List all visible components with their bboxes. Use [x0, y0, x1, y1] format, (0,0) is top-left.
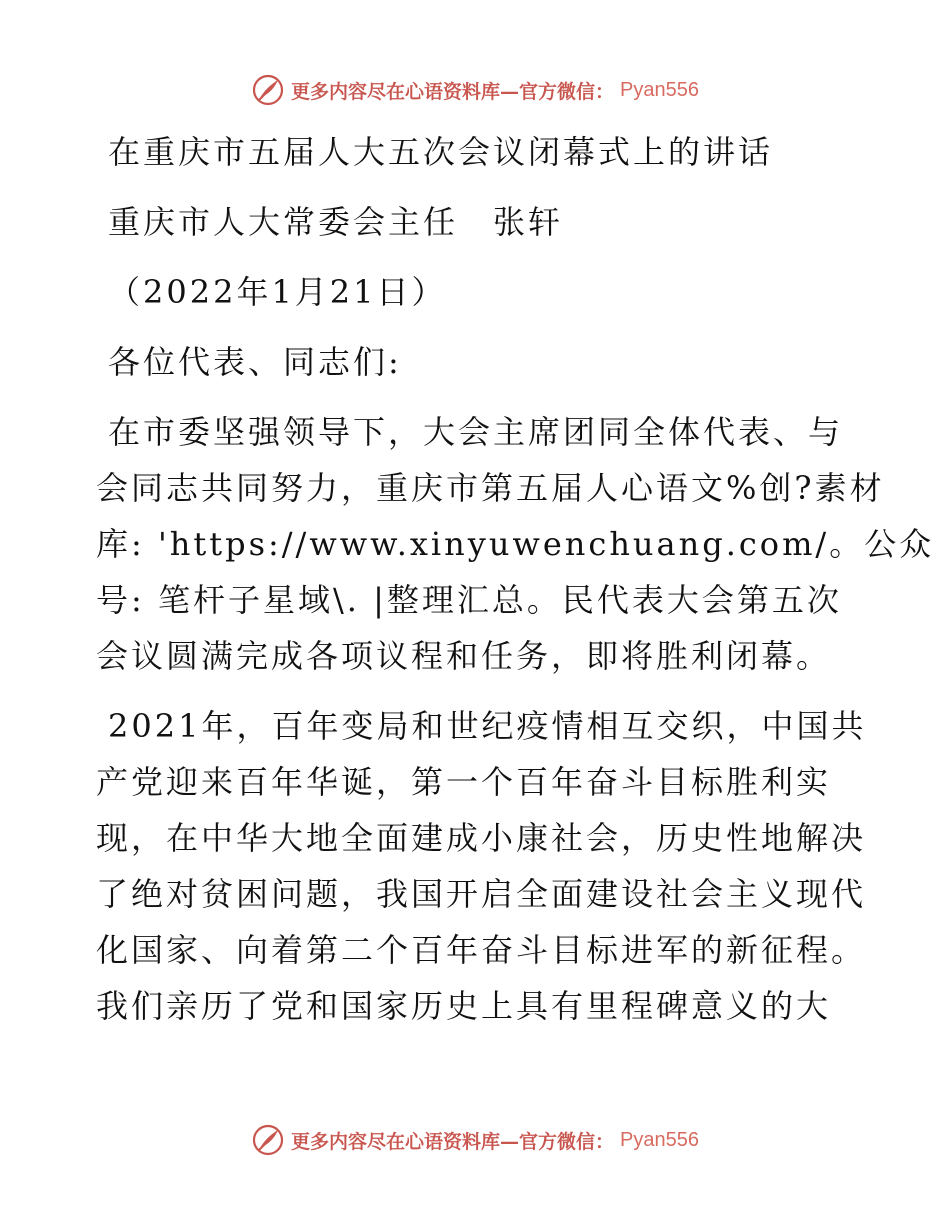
watermark-wechat-id: Pyan556 — [620, 1128, 699, 1151]
watermark-site-text: 更多内容尽在心语资料库—官方微信： — [291, 1130, 615, 1153]
paragraph-line: 会同志共同努力，重庆市第五届人心语文%创?素材 — [96, 469, 885, 507]
paragraph-line: 产党迎来百年华诞，第一个百年奋斗目标胜利实 — [96, 763, 832, 801]
paragraph-line: 在市委坚强领导下，大会主席团同全体代表、与 — [108, 413, 844, 451]
salutation: 各位代表、同志们: — [108, 343, 402, 381]
paragraph-line: 2021年，百年变局和世纪疫情相互交织，中国共 — [108, 707, 867, 745]
watermark-banner-bottom — [0, 1120, 950, 1160]
paragraph-line: 会议圆满完成各项议程和任务，即将胜利闭幕。 — [96, 637, 832, 675]
watermark-site-text: 更多内容尽在心语资料库—官方微信： — [291, 80, 615, 103]
document-body — [96, 124, 935, 1048]
paragraph-line: 我们亲历了党和国家历史上具有里程碑意义的大 — [96, 987, 832, 1025]
document-title: 在重庆市五届人大五次会议闭幕式上的讲话 — [108, 133, 774, 171]
paragraph-line: 库: 'https://www.xinyuwenchuang.com/。公众 — [96, 525, 935, 563]
paragraph-line: 号: 笔杆子星域\. |整理汇总。民代表大会第五次 — [96, 581, 842, 619]
watermark-wechat-id: Pyan556 — [620, 78, 699, 101]
speaker-line: 重庆市人大常委会主任 张轩 — [108, 203, 564, 241]
paragraph-line: 现，在中华大地全面建成小康社会，历史性地解决 — [96, 819, 867, 857]
feather-pen-circle-icon — [251, 1123, 285, 1157]
paragraph-1 — [96, 404, 935, 684]
paragraph-line: 化国家、向着第二个百年奋斗目标进军的新征程。 — [96, 931, 867, 969]
feather-pen-circle-icon — [251, 73, 285, 107]
watermark-banner-top — [0, 70, 950, 110]
date-line: （2022年1月21日） — [108, 273, 447, 311]
paragraph-line: 了绝对贫困问题，我国开启全面建设社会主义现代 — [96, 875, 867, 913]
paragraph-2 — [96, 698, 867, 1034]
